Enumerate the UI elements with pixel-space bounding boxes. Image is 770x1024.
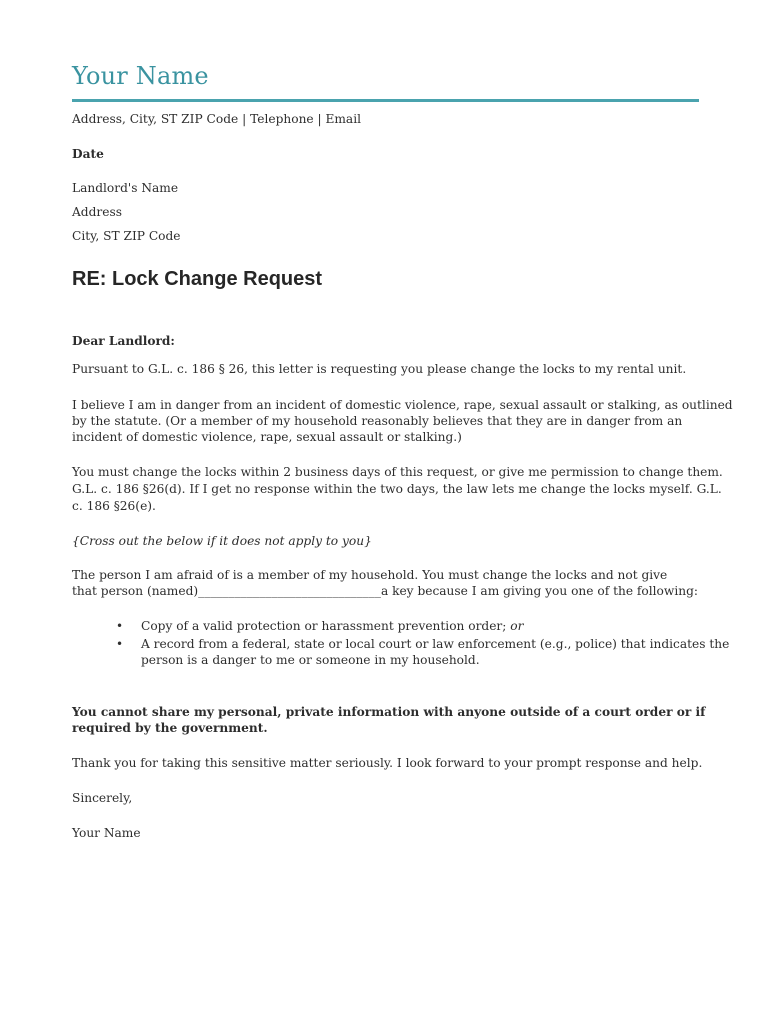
privacy-notice-line-1: You cannot share my personal, private information with anyone outside of a court order or if	[72, 705, 706, 719]
date-field: Date	[72, 147, 104, 161]
cross-out-instruction: {Cross out the below if it does not apply to you}	[72, 534, 372, 548]
privacy-notice-line-2: required by the government.	[72, 721, 268, 735]
bullet-marker: •	[116, 619, 124, 633]
paragraph-2-line-3: incident of domestic violence, rape, sexual assault or stalking.)	[72, 430, 462, 444]
header-divider	[72, 99, 699, 102]
paragraph-4-line-1: The person I am afraid of is a member of my household. You must change the locks and not give	[72, 568, 668, 582]
paragraph-3-line-1: You must change the locks within 2 business days of this request, or give me permission to change them.	[72, 465, 723, 479]
bullet-marker: •	[116, 637, 124, 651]
bullet-item-2-line-2: person is a danger to me or someone in my household.	[141, 653, 480, 667]
paragraph-1: Pursuant to G.L. c. 186 § 26, this letter is requesting you please change the locks to my rental unit.	[72, 362, 687, 376]
sender-name: Your Name	[72, 62, 209, 90]
paragraph-2-line-2: by the statute. (Or a member of my household reasonably believes that they are in danger from an	[72, 414, 683, 428]
salutation: Dear Landlord:	[72, 334, 175, 348]
bullet-item-1	[141, 618, 523, 635]
closing-paragraph: Thank you for taking this sensitive matter seriously. I look forward to your prompt response and help.	[72, 756, 703, 770]
sender-contact-line: Address, City, ST ZIP Code | Telephone | Email	[72, 112, 361, 126]
paragraph-2-line-1: I believe I am in danger from an incident of domestic violence, rape, sexual assault or stalking, as outlined	[72, 398, 733, 412]
subject-heading: RE: Lock Change Request	[72, 268, 323, 290]
paragraph-3-line-3: c. 186 §26(e).	[72, 499, 156, 513]
bullet-item-1-text: Copy of a valid protection or harassment prevention order;	[141, 619, 511, 633]
signature-name: Your Name	[72, 826, 141, 840]
sign-off: Sincerely,	[72, 791, 133, 805]
recipient-city-line: City, ST ZIP Code	[72, 229, 181, 243]
recipient-name: Landlord's Name	[72, 181, 179, 195]
paragraph-4-line-2: that person (named)______________________________a key because I am giving you one of the following:	[72, 584, 698, 598]
recipient-address: Address	[72, 205, 122, 219]
bullet-item-1-suffix: or	[510, 619, 524, 633]
bullet-item-2-line-1: A record from a federal, state or local court or law enforcement (e.g., police) that indicates the	[141, 637, 730, 651]
paragraph-3-line-2: G.L. c. 186 §26(d). If I get no response within the two days, the law lets me change the locks myself. G.L.	[72, 482, 722, 496]
